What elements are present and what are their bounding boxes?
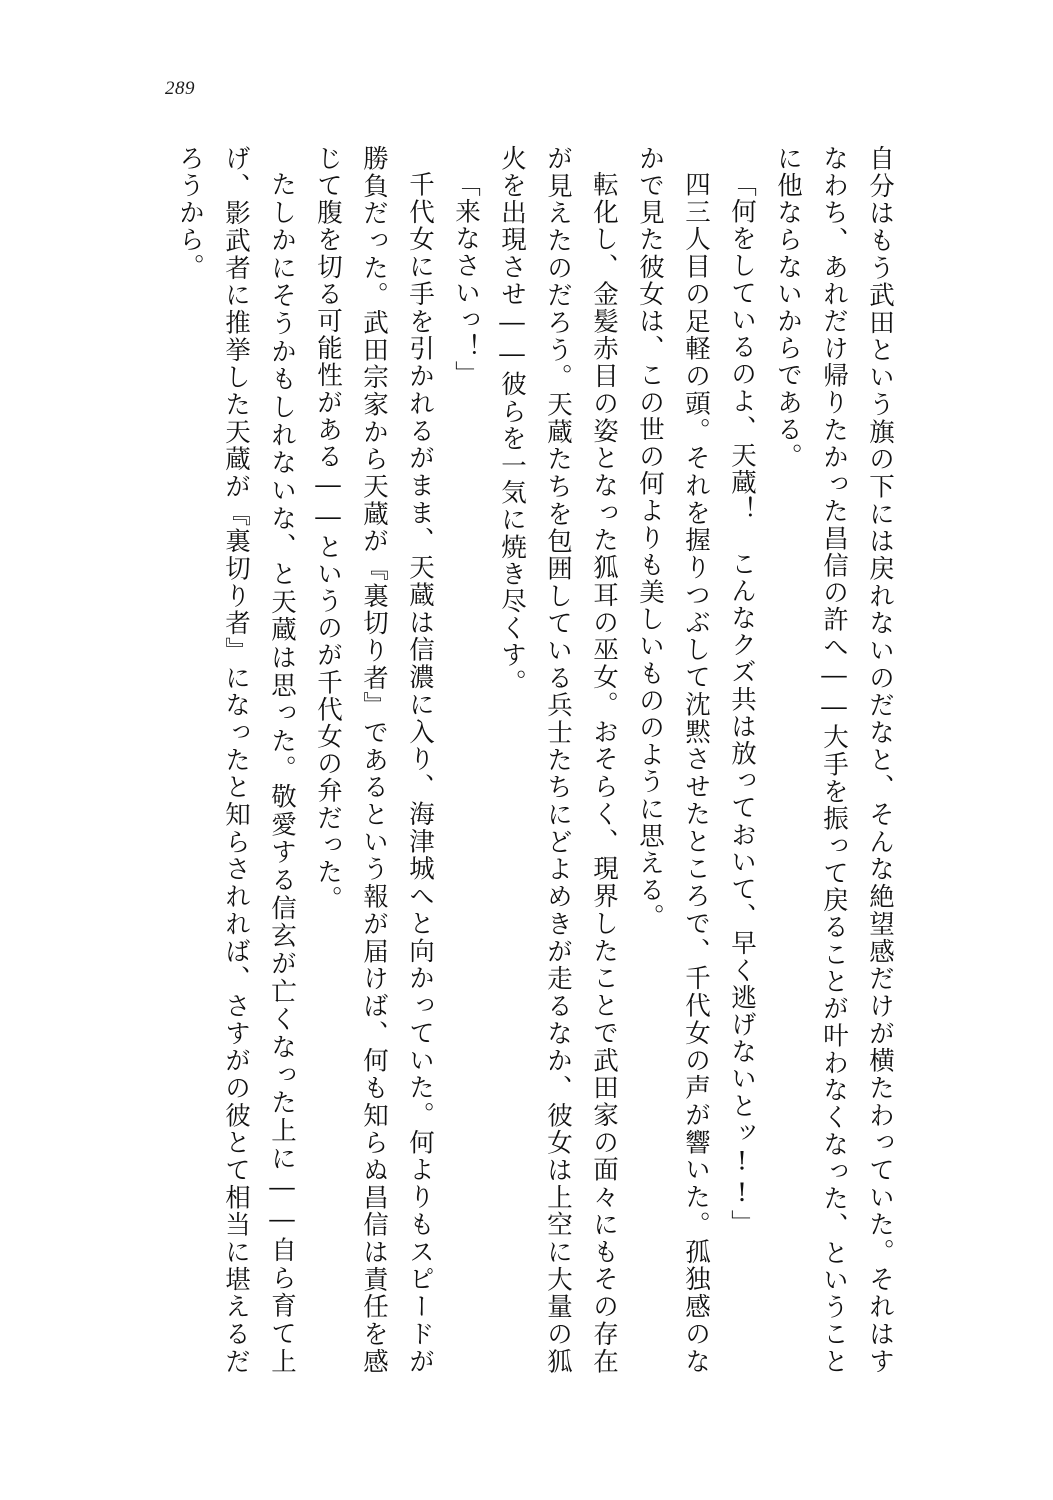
paragraph: 「来なさいっ！」 <box>451 171 481 388</box>
page-body-text <box>143 145 903 1375</box>
paragraph: 転化し、金髪赤目の姿となった狐耳の巫女。おそらく、現界したことで武田家の面々にもその存在が見えたのだろう。天蔵たちを包囲している兵士たちにどよめきが走るなか、彼女は上空に大量の狐火を出現させ――彼らを一気に焼き尽くす。 <box>497 145 619 1375</box>
paragraph: 自分はもう武田という旗の下には戻れないのだなと、そんな絶望感だけが横たわっていた。それはすなわち、あれだけ帰りたかった昌信の許へ――大手を振って戻ることが叶わなくなった、ということに他ならないからである。 <box>773 145 895 1375</box>
paragraph: 千代女に手を引かれるがまま、天蔵は信濃に入り、海津城へと向かっていた。何よりもスピードが勝負だった。武田宗家から天蔵が『裏切り者』であるという報が届けば、何も知らぬ昌信は責任を感じて腹を切る可能性がある――というのが千代女の弁だった。 <box>313 145 435 1375</box>
paragraph: たしかにそうかもしれないな、と天蔵は思った。敬愛する信玄が亡くなった上に――自ら育て上げ、影武者に推挙した天蔵が『裏切り者』になったと知らされれば、さすがの彼とて相当に堪えるだろうから。 <box>175 145 297 1375</box>
paragraph: 「何をしているのよ、天蔵！ こんなクズ共は放っておいて、早く逃げないとッ!!」 <box>727 171 757 1237</box>
paragraph: 四三人目の足軽の頭。それを握りつぶして沈黙させたところで、千代女の声が響いた。孤独感のなかで見た彼女は、この世の何よりも美しいもののように思える。 <box>635 145 711 1375</box>
page-number: 289 <box>165 78 195 99</box>
